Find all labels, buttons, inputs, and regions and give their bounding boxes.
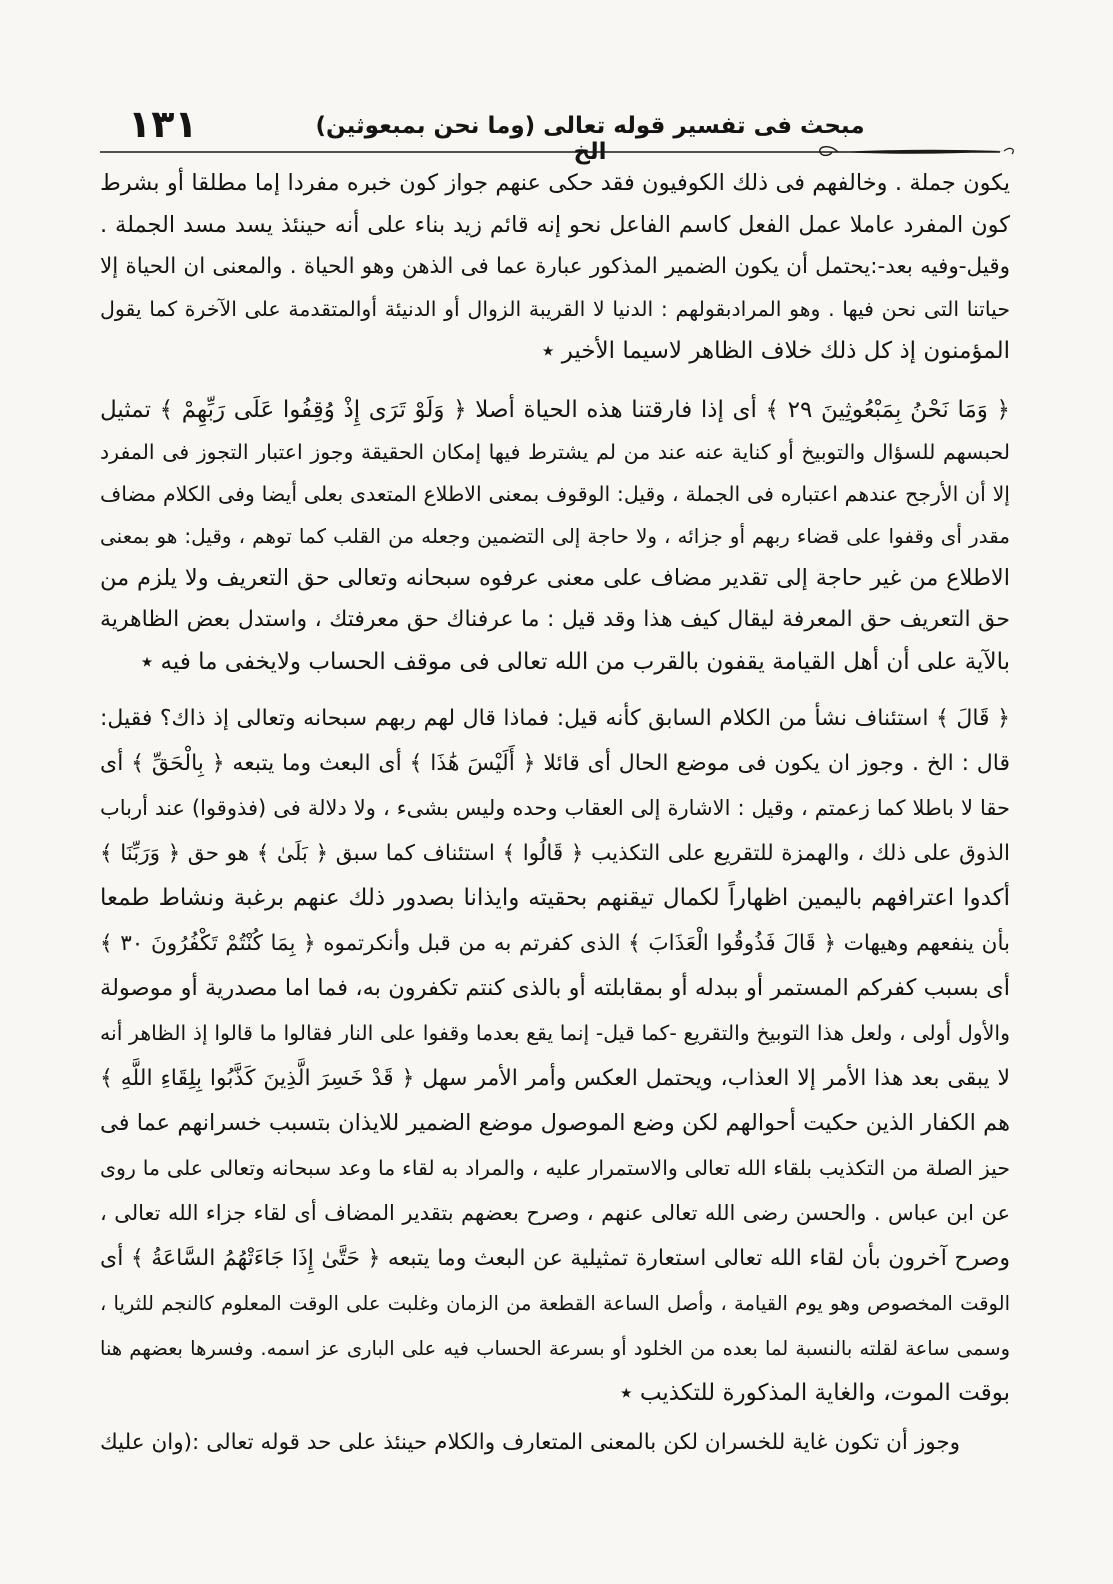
text-line: بأن ينفعهم وهيهات ﴿ قَالَ فَذُوقُوا الْعَذَابَ ﴾ الذى كفرتم به من قبل وأنكرتموه ﴿ بِمَا كُنْتُمْ تَكْفُرُونَ ٣٠ ﴾ bbox=[100, 931, 1010, 956]
text-line: المؤمنون إذ كل ذلك خلاف الظاهر لاسيما الأخير ٭ bbox=[541, 338, 1010, 364]
text-line: الوقت المخصوص وهو يوم القيامة ، وأصل الساعة القطعة من الزمان وغلبت على الوقت المعلوم كالنجم للثريا ، bbox=[100, 1292, 1010, 1315]
text-line: قال : الخ . وجوز ان يكون فى موضع الحال أى قائلا ﴿ أَلَيْسَ هَٰذَا ﴾ أى البعث وما يتبعه ﴿ بِالْحَقِّ ﴾ أى bbox=[100, 751, 1010, 776]
text-line: بالآية على أن أهل القيامة يقفون بالقرب من الله تعالى فى موقف الحساب ولايخفى ما فيه ٭ bbox=[140, 649, 1010, 675]
text-line: هم الكفار الذين حكيت أحوالهم لكن وضع الموصول موضع الضمير للايذان بتسبب خسرانهم عما فى bbox=[100, 1110, 1010, 1136]
text-line: يكون جملة . وخالفهم فى ذلك الكوفيون فقد حكى عنهم جواز كون خبره مفردا إما مطلقا أو بشرط bbox=[100, 170, 1010, 196]
text-line: بوقت الموت، والغاية المذكورة للتكذيب ٭ bbox=[619, 1380, 1010, 1406]
text-line: لحبسهم للسؤال والتوبيخ أو كناية عنه عند من لم يشترط فيها إمكان الحقيقة وجوز اعتبار التجوز فى المفرد bbox=[100, 440, 1010, 464]
text-line: الاطلاع من غير حاجة إلى تقدير مضاف على معنى عرفوه سبحانه وتعالى حق التعريف ولا يلزم من bbox=[100, 565, 1010, 591]
text-line: الذوق على ذلك ، والهمزة للتقريع على التكذيب ﴿ قَالُوا ﴾ استئناف كما سبق ﴿ بَلَىٰ ﴾ هو حق ﴿ وَرَبِّنَا ﴾ bbox=[100, 841, 1010, 866]
page-title: مبحث فى تفسير قوله تعالى (وما نحن بمبعوثين) الخ bbox=[315, 113, 865, 165]
text-line: أكدوا اعترافهم باليمين اظهاراً لكمال تيقنهم بحقيته وايذانا بصدور ذلك عنهم برغبة ونشاط طمعا bbox=[100, 885, 1010, 911]
text-line: وقيل-وفيه بعد-:يحتمل أن يكون الضمير المذكور عبارة عما فى الذهن وهو الحياة . والمعنى ان الحياة إلا bbox=[100, 254, 1010, 279]
text-line: ﴿ وَمَا نَحْنُ بِمَبْعُوثِينَ ٢٩ ﴾ أى إذا فارقتنا هذه الحياة أصلا ﴿ وَلَوْ تَرَى إِذْ وُقِفُوا عَلَى رَبِّهِمْ ﴾ تمثيل bbox=[100, 397, 1010, 423]
paragraph bbox=[100, 1420, 1010, 1465]
text-line: وجوز أن تكون غاية للخسران لكن بالمعنى المتعارف والكلام حينئذ على حد قوله تعالى :(وان عليك bbox=[100, 1430, 960, 1455]
text-line: حيز الصلة من التكذيب بلقاء الله تعالى والاستمرار عليه ، والمراد به لقاء ما وعد سبحانه وتعالى على ما روى bbox=[100, 1156, 1010, 1180]
paragraph bbox=[100, 696, 1010, 1416]
text-line: مقدر أى وقفوا على قضاء ربهم أو جزائه ، ولا حاجة إلى التضمين وجعله من القلب كما توهم ، وقيل: هو بمعنى bbox=[100, 524, 1010, 548]
text-line: لا يبقى بعد هذا الأمر إلا العذاب، ويحتمل العكس وأمر الأمر سهل ﴿ قَدْ خَسِرَ الَّذِينَ كَذَّبُوا بِلِقَاءِ اللَّهِ ﴾ bbox=[100, 1066, 1010, 1091]
text-line: والأول أولى ، ولعل هذا التوبيخ والتقريع -كما قيل- إنما يقع بعدما وقفوا على النار فقالوا ما قالوا إذ الظاهر أنه bbox=[100, 1021, 1010, 1045]
page-number: ١٣١ bbox=[128, 102, 198, 146]
text-line: حقا لا باطلا كما زعمتم ، وقيل : الاشارة إلى العقاب وحده وليس بشىء ، ولا دلالة فى (فذوقوا) عند أرباب bbox=[100, 796, 1010, 820]
paragraph bbox=[100, 389, 1010, 683]
text-line: عن ابن عباس . والحسن رضى الله تعالى عنهم ، وصرح بعضهم بتقدير المضاف أى لقاء جزاء الله تعالى ، bbox=[100, 1201, 1010, 1225]
text-line: ﴿ قَالَ ﴾ استئناف نشأ من الكلام السابق كأنه قيل: فماذا قال لهم ربهم سبحانه وتعالى إذ ذاك؟ فقيل: bbox=[100, 706, 1010, 731]
text-line: وسمى ساعة لقلته بالنسبة لما بعده من الخلود أو بسرعة الحساب فيه على البارى عز اسمه. وفسرها بعضهم هنا bbox=[100, 1337, 1010, 1360]
text-line: كون المفرد عاملا عمل الفعل كاسم الفاعل نحو إنه قائم زيد بناء على أنه حينئذ يسد مسد الجملة . bbox=[100, 212, 1010, 238]
text-line: أى بسبب كفركم المستمر أو ببدله أو بمقابلته أو بالذى كنتم تكفرون به، فما اما مصدرية أو موصولة bbox=[100, 975, 1010, 1001]
paragraph bbox=[100, 162, 1010, 372]
text-line: وصرح آخرون بأن لقاء الله تعالى استعارة تمثيلية عن البعث وما يتبعه ﴿ حَتَّىٰ إِذَا جَاءَتْهُمُ السَّاعَةُ ﴾ أى bbox=[100, 1246, 1010, 1271]
text-line: حياتنا التى نحن فيها . وهو المرادبقولهم : الدنيا لا القريبة الزوال أو الدنيئة أوالمتقدمة على الآخرة كما يقول bbox=[100, 297, 1010, 321]
text-line: حق التعريف حق المعرفة ليقال كيف هذا وقد قيل : ما عرفناك حق معرفتك ، واستدل بعض الظاهرية bbox=[100, 607, 1010, 632]
text-line: إلا أن الأرجح عندهم اعتباره فى الجملة ، وقيل: الوقوف بمعنى الاطلاع المتعدى بعلى أيضا وفى الكلام مضاف bbox=[100, 482, 1010, 506]
